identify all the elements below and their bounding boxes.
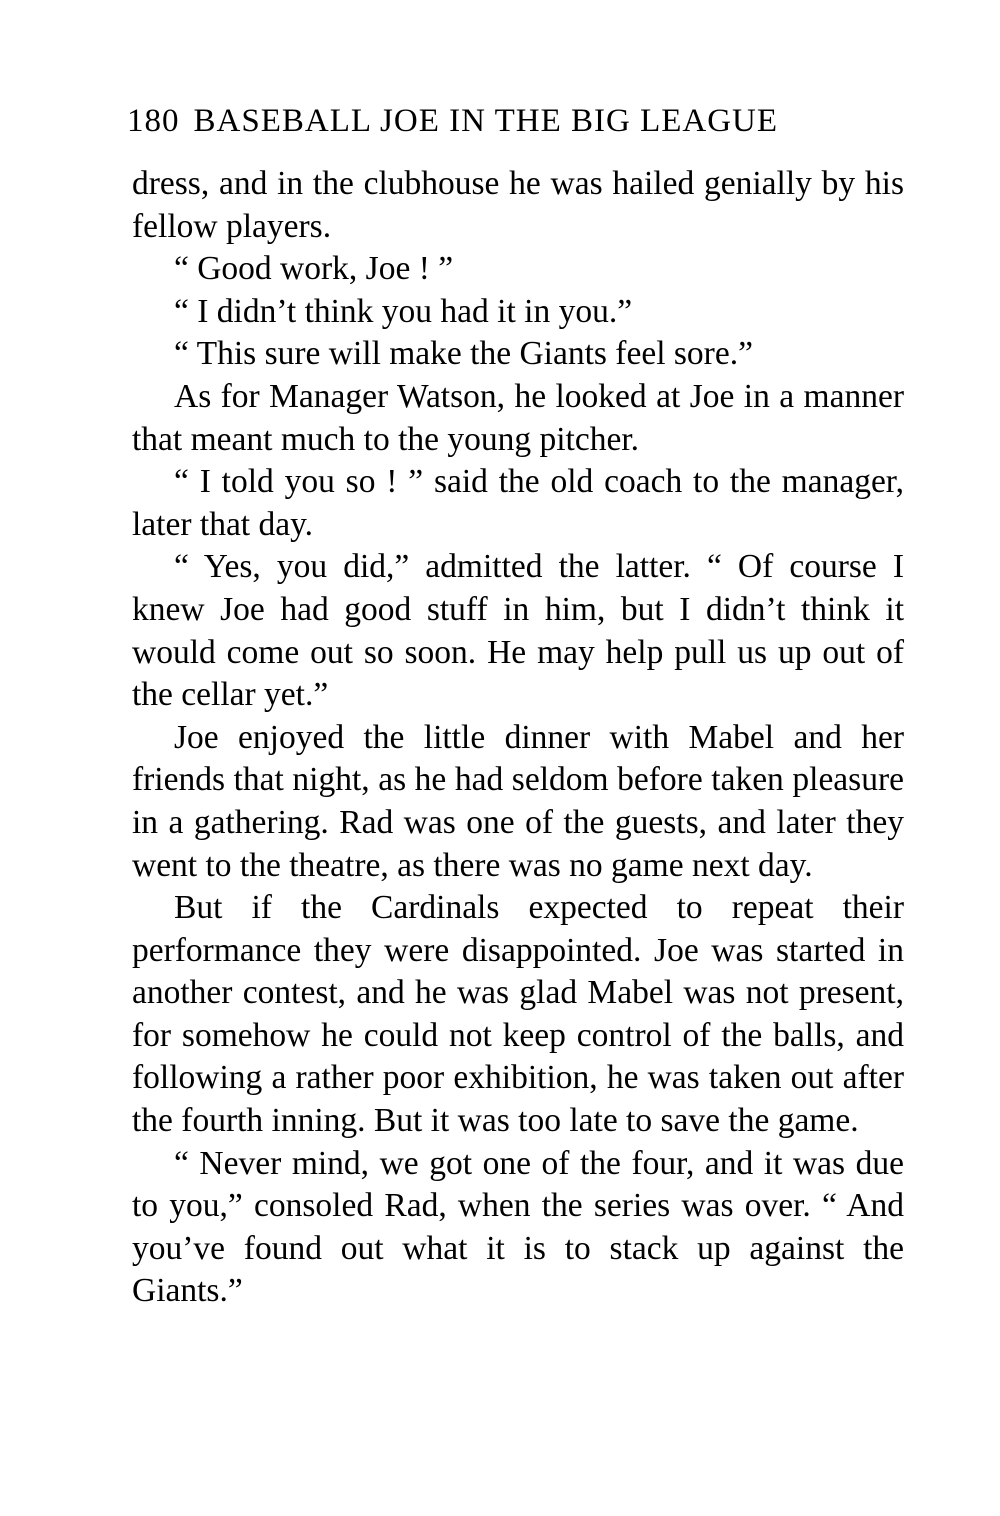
paragraph: “ Never mind, we got one of the four, and it was due to you,” consoled Rad, when the series was over. “ And you’ve found out what it is to stack up against the Giants.” xyxy=(132,1144,904,1310)
paragraph: “ Good work, Joe ! ” xyxy=(174,250,454,288)
body-text xyxy=(132,163,904,1313)
paragraph: “ I told you so ! ” said the old coach to the manager, later that day. xyxy=(132,463,904,543)
paragraph: dress, and in the clubhouse he was hailed genially by his fellow players. xyxy=(132,165,904,245)
page-number: 180 xyxy=(127,103,180,139)
paragraph: “ This sure will make the Giants feel sore.” xyxy=(174,335,753,373)
running-title: BASEBALL JOE IN THE BIG LEAGUE xyxy=(193,103,779,139)
paragraph: Joe enjoyed the little dinner with Mabel and her friends that night, as he had seldom before taken pleasure in a gathering. Rad was one of the guests, and later they went to the theatre, as there was no game next day. xyxy=(132,718,904,884)
paragraph: But if the Cardinals expected to repeat their performance they were disappointed. Joe was started in another contest, and he was glad Mabel was not present, for somehow he could not keep control of the balls, and following a rather poor exhibition, he was taken out after the fourth inning. But it was too late to save the game. xyxy=(132,889,904,1140)
paragraph: “ I didn’t think you had it in you.” xyxy=(174,292,633,330)
paragraph: “ Yes, you did,” admitted the latter. “ Of course I knew Joe had good stuff in him, but I didn’t think it would come out so soon. He may help pull us up out of the cellar yet.” xyxy=(132,548,904,714)
paragraph: As for Manager Watson, he looked at Joe in a manner that meant much to the young pitcher. xyxy=(132,377,904,458)
running-head xyxy=(127,96,917,146)
